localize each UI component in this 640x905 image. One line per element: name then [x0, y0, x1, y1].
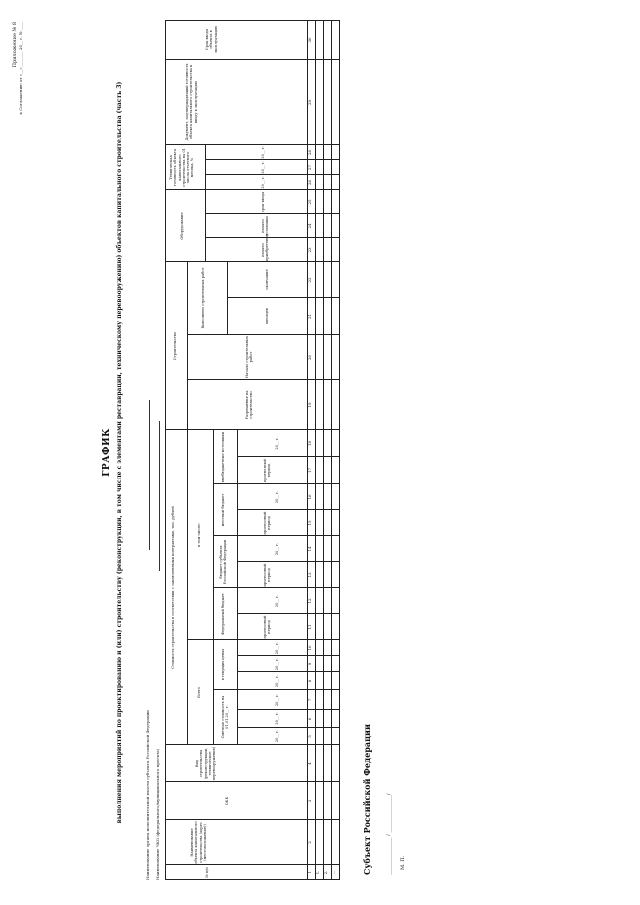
col-line-ab [165, 59, 340, 60]
row-line-3 [331, 20, 332, 880]
column-number-1: 1 [307, 871, 312, 874]
col-line-k [213, 587, 340, 588]
col-line-u [227, 297, 340, 298]
column-number-10: 10 [307, 645, 312, 651]
header-permit: Разрешение на строительство [245, 390, 254, 420]
header-forecast-1: прогнозный период [263, 615, 272, 639]
col-line-d [165, 744, 340, 745]
col-line-i [237, 671, 340, 672]
col-line-n [237, 613, 340, 614]
col-line-e [165, 429, 340, 430]
ready-header-line [205, 145, 206, 190]
appendix-number: Приложение № 8 [12, 22, 18, 68]
column-number-9: 9 [307, 662, 312, 666]
header-federal: Федеральный бюджет [221, 593, 225, 635]
column-number-2: 2 [307, 841, 312, 844]
header-cost-by-years: Сметная стоимость на 01.01.20__ г. [221, 695, 230, 739]
header-cost-group: Стоимость строительства в соответствии с заключенными контрактами, тыс. рублей [171, 506, 175, 669]
row-label-1: 1. [315, 870, 320, 875]
column-number-24: 24 [307, 223, 312, 229]
column-number-30: 30 [307, 37, 312, 43]
column-number-13: 13 [307, 572, 312, 578]
row-line-1 [315, 20, 316, 880]
column-number-5: 5 [307, 735, 312, 738]
col-line-v [165, 189, 340, 190]
col-line-q [237, 456, 340, 457]
header-num: № п/п [205, 867, 209, 878]
header-ready-y2: 20__ г. [261, 161, 265, 174]
col-line-b [165, 819, 340, 820]
header-current-prices: в текущих ценах [221, 648, 225, 681]
column-number-18: 18 [307, 440, 312, 447]
col-line-c [165, 781, 340, 782]
constr-sub-line [227, 262, 228, 335]
field-line-project[interactable] [159, 421, 160, 571]
col-line-total-split [187, 639, 340, 640]
column-number-27: 27 [307, 164, 312, 171]
row-line-2 [323, 20, 324, 880]
signature-subject: Субъект Российской Федерации [362, 724, 372, 875]
field-label-organ: Наименование органа исполнительной власти субъекта Российской Федерации [145, 710, 150, 880]
header-in-that-number: в том числе: [197, 523, 201, 547]
header-okk: ОКК [225, 796, 229, 806]
stamp-label: М. П. [400, 855, 406, 870]
column-number-3: 3 [307, 799, 312, 803]
column-number-21: 21 [307, 313, 312, 320]
col-line-j [237, 655, 340, 656]
equip-header-line [205, 190, 206, 262]
col-line-l [213, 535, 340, 536]
header-year-6: 20__ г. [275, 641, 279, 655]
header-start: Начало строительных работ [245, 336, 254, 378]
column-number-4: 4 [307, 762, 312, 765]
col-line-y [165, 144, 340, 145]
header-completion: окончание [265, 269, 269, 290]
column-number-20: 20 [307, 354, 312, 361]
document-title: ГРАФИК [102, 428, 112, 477]
header-equip-end: срок ввода [261, 191, 265, 213]
column-number-23: 23 [307, 247, 312, 253]
header-year-3: 20__ г. [275, 693, 279, 707]
header-doc: Документ, подтверждающий готовность объекта капитального строительства к вводу в эксплуатацию [185, 63, 198, 141]
column-number-17: 17 [307, 467, 312, 474]
header-ready-y1: 20__ г. [261, 176, 265, 189]
header-regional: бюджет субъекта Российской Федерации [219, 539, 228, 585]
col-line-g [237, 727, 340, 728]
column-number-22: 22 [307, 277, 312, 283]
col-line-aa [205, 159, 340, 160]
column-number-19: 19 [307, 402, 312, 408]
cost-year-line [237, 640, 238, 745]
column-number-29: 29 [307, 99, 312, 106]
field-label-project: Наименование ЧКО (федерального/муниципального проекта) [155, 748, 160, 880]
header-work-type: Вид строительства (реконструкции, техническое перевооружение) [195, 746, 217, 781]
header-entry: Срок ввода объекта в эксплуатацию [205, 25, 218, 54]
header-fy-4: 20__ г. [275, 437, 279, 450]
col-line-x [205, 213, 340, 214]
header-extra: внебюджетные источники [221, 431, 225, 483]
header-fy-3: 20__ г. [275, 490, 279, 504]
col-line-a [165, 864, 340, 865]
column-number-14: 14 [307, 546, 312, 552]
header-forecast-3: прогнозный период [263, 511, 272, 535]
header-fy-1: 20__ г. [275, 594, 279, 608]
col-line-h [237, 709, 340, 710]
header-readiness: Техническая готовность объекта капитального строительства на 01 числа отчетного месяца, % [169, 148, 195, 187]
col-line-z [205, 174, 340, 175]
header-construction: Строительство [173, 331, 177, 361]
column-number-28: 28 [307, 149, 312, 156]
header-fields [140, 380, 160, 880]
column-number-25: 25 [307, 199, 312, 205]
column-number-8: 8 [307, 679, 312, 683]
document-subtitle: выполнения мероприятий по проектированию и (или) строительству (реконструкции, в том числе с элементами реставрации, техническому перевооружению) объектов капитального строительства (часть 3) [116, 81, 123, 824]
col-line-o [237, 561, 340, 562]
column-number-7: 7 [307, 698, 312, 702]
header-year-4: 20__ г. [275, 674, 279, 688]
col-line-r [165, 261, 340, 262]
column-number-16: 16 [307, 494, 312, 500]
row-label-2: 2. [323, 870, 328, 875]
header-done-works: Выполнено строительных работ [201, 267, 205, 329]
col-line-f [213, 689, 340, 690]
header-object: Наименование объекта капитального строительства (адрес (местоположение)) [190, 821, 207, 864]
signature-line[interactable]: _______________ / _______________/ [386, 793, 392, 875]
column-number-26: 26 [307, 179, 312, 186]
header-year-1: 20__ г. [275, 729, 279, 743]
col-line-w [205, 237, 340, 238]
col-line-t [187, 334, 340, 335]
column-number-6: 6 [307, 717, 312, 721]
header-local: местный бюджет [221, 493, 225, 527]
row-label-3: … [331, 870, 336, 875]
cost-header-line [187, 430, 188, 745]
header-equipment: Оборудование [180, 212, 184, 240]
header-forecast-2: прогнозный период [263, 563, 272, 587]
column-number-15: 15 [307, 520, 312, 526]
schedule-table [165, 20, 340, 880]
header-equip-install: начало установки [261, 216, 270, 236]
header-total: Всего [197, 687, 201, 698]
header-year-5: 20__ г. [275, 657, 279, 671]
field-line-organ[interactable] [149, 400, 150, 550]
col-line-s [187, 379, 340, 380]
column-number-11: 11 [307, 624, 312, 630]
header-months: месяцев [265, 308, 269, 324]
col-line-m [213, 483, 340, 484]
header-equip-purchase: начало приобретения [261, 233, 270, 261]
constr-header-line [187, 262, 188, 430]
agreement-ref: к Соглашению от «__»________ 20__ г. № ____ [18, 22, 23, 115]
column-number-12: 12 [307, 598, 312, 604]
header-ready-y3: 20__ г. [261, 146, 265, 159]
header-fy-2: 20__ г. [275, 542, 279, 556]
header-year-2: 20__ г. [275, 712, 279, 725]
header-forecast-4: прогнозный период [263, 459, 272, 482]
appendix-label [12, 22, 23, 115]
col-line-p [237, 509, 340, 510]
